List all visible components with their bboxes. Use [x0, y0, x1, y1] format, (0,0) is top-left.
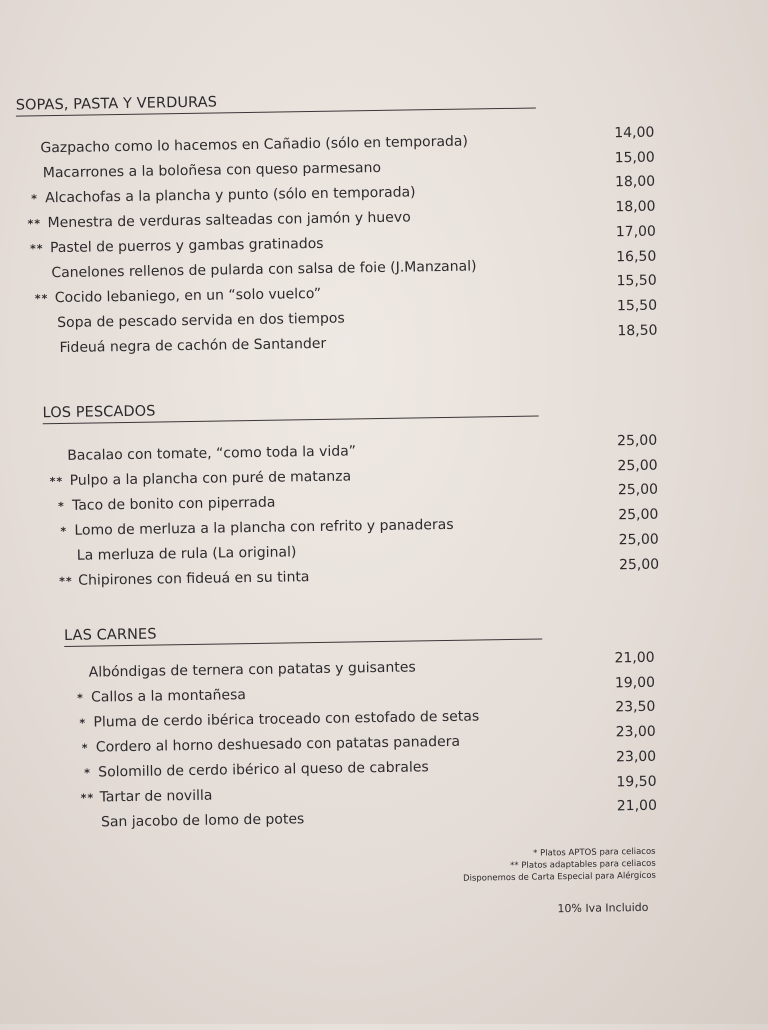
dietary-mark: ** [49, 474, 64, 489]
item-price: 19,50 [616, 773, 657, 791]
item-price: 18,00 [615, 198, 656, 216]
item-price: 17,00 [615, 223, 657, 241]
dietary-mark: * [79, 716, 87, 730]
note-line: Disponemos de Carta Especial para Alérgicos [462, 870, 657, 884]
item-name: Cordero al horno deshuesado con patatas panadera [95, 733, 461, 756]
item-name: Macarrones a la boloñesa con queso parmesano [42, 159, 382, 182]
section-sopas [15, 90, 658, 362]
item-name: Albóndigas de ternera con patatas y guisantes [88, 659, 416, 681]
item-name: La merluza de rula (La original) [76, 544, 297, 564]
item-price: 21,00 [614, 649, 655, 667]
section-pescados [42, 397, 660, 594]
dietary-mark: * [31, 192, 39, 206]
section-title: LOS PESCADOS [42, 397, 538, 424]
item-price: 23,00 [615, 748, 657, 766]
item-name: Chipirones con fideuá en su tinta [78, 569, 310, 589]
item-name: Cocido lebaniego, en un “solo vuelco” [54, 285, 322, 307]
item-name: Pluma de cerdo ibérica troceado con estofado de setas [93, 708, 480, 731]
item-name: Bacalao con tomate, “como toda la vida” [67, 443, 357, 464]
item-price: 19,00 [614, 674, 656, 692]
item-price: 21,00 [616, 797, 658, 815]
dietary-mark: ** [59, 574, 73, 589]
item-price: 15,50 [616, 272, 657, 290]
item-name: Fideuá negra de cachón de Santander [59, 335, 327, 357]
dietary-mark: ** [34, 292, 49, 306]
iva-note: 10% Iva Incluido [557, 900, 649, 916]
item-name: Callos a la montañesa [90, 687, 247, 706]
item-price: 16,50 [616, 248, 657, 266]
item-price: 14,00 [614, 124, 655, 142]
section-title: LAS CARNES [64, 620, 542, 647]
item-name: Tartar de novilla [99, 787, 213, 806]
item-name: Lomo de merluza a la plancha con refrito y panaderas [74, 516, 454, 539]
item-price: 25,00 [618, 531, 659, 549]
dietary-mark: * [60, 524, 68, 539]
dietary-mark: ** [27, 217, 42, 231]
item-price: 18,50 [617, 322, 658, 340]
dietary-mark: * [84, 766, 92, 780]
note-line: ** Platos adaptables para celiacos [510, 858, 656, 871]
item-name: Gazpacho como lo hacemos en Cañadio (sólo en temporada) [40, 133, 469, 157]
item-price: 23,00 [615, 723, 656, 741]
item-price: 25,00 [617, 457, 658, 475]
item-price: 25,00 [618, 556, 660, 574]
dietary-mark: * [81, 741, 89, 755]
item-name: Taco de bonito con piperrada [71, 494, 276, 514]
dietary-mark: * [76, 691, 84, 705]
item-name: Canelones rellenos de pularda con salsa de foie (J.Manzanal) [51, 258, 477, 282]
item-price: 15,50 [616, 297, 658, 315]
dietary-mark: * [57, 499, 65, 514]
item-price: 23,50 [615, 698, 656, 716]
item-name: San jacobo de lomo de potes [100, 811, 305, 831]
dietary-notes [435, 846, 656, 885]
item-name: Solomillo de cerdo ibérico al queso de cabrales [98, 759, 429, 781]
item-name: Alcachofas a la plancha y punto (sólo en temporada) [45, 184, 416, 207]
item-name: Sopa de pescado servida en dos tiempos [57, 310, 345, 332]
section-title: SOPAS, PASTA Y VERDURAS [16, 90, 536, 117]
item-price: 25,00 [618, 506, 659, 524]
item-name: Menestra de verduras salteadas con jamón y huevo [47, 209, 411, 232]
item-price: 25,00 [616, 432, 658, 450]
note-line: * Platos APTOS para celiacos [533, 846, 656, 859]
item-price: 25,00 [617, 481, 659, 499]
item-price: 18,00 [614, 173, 656, 191]
item-price: 15,00 [614, 149, 655, 167]
item-name: Pulpo a la plancha con puré de matanza [69, 468, 352, 489]
item-name: Pastel de puerros y gambas gratinados [49, 235, 324, 257]
dietary-mark: ** [80, 791, 95, 805]
dietary-mark: ** [29, 242, 44, 256]
section-carnes [63, 620, 658, 835]
